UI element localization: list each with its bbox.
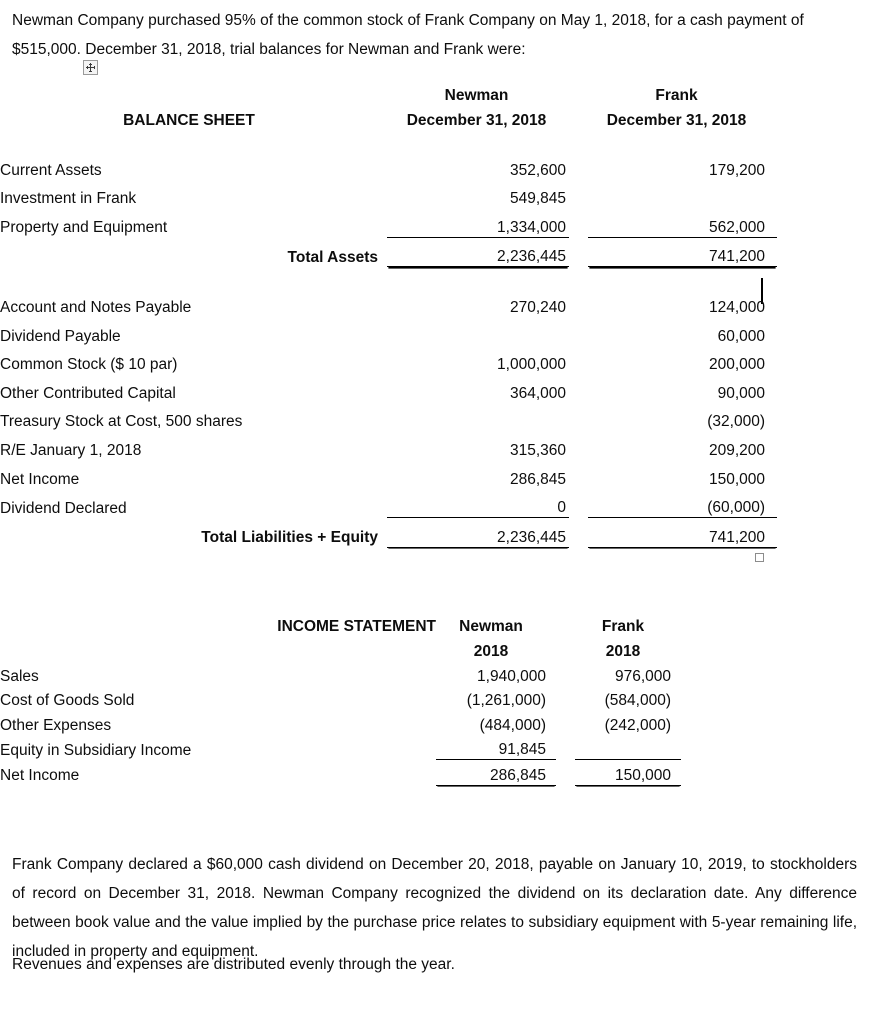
- row-label: Dividend Declared: [0, 499, 127, 517]
- row-value-frank: 976,000: [614, 667, 671, 685]
- spacer-cell: [569, 130, 588, 151]
- total-liabilities-equity-label: Total Liabilities + Equity: [201, 529, 378, 547]
- row-value-frank: 60,000: [717, 327, 765, 345]
- spacer-cell: [569, 518, 588, 548]
- net-income-row: [0, 760, 681, 786]
- table-row: [0, 460, 777, 489]
- closing-paragraph: Frank Company declared a $60,000 cash dividend on December 20, 2018, payable on January 10, 2019, to stockholders of record on December 31, 2018. Newman Company recognized the dividend on its declaration date. Any difference between book value and the value implied by the purchase price relates to subsidiary equipment with 5-year remaining life, included in property and equipment.: [12, 856, 857, 960]
- row-value-newman: 1,000,000: [497, 356, 566, 374]
- spacer-cell: [378, 431, 387, 460]
- row-label: Net Income: [0, 470, 80, 488]
- row-value-newman: (484,000): [479, 716, 546, 734]
- spacer-cell: [378, 346, 387, 375]
- spacer-cell: [0, 636, 436, 662]
- row-label: Investment in Frank: [0, 190, 137, 208]
- table-row: [0, 710, 681, 735]
- row-value-newman: 270,240: [509, 298, 566, 316]
- row-label: Treasury Stock at Cost, 500 shares: [0, 413, 243, 431]
- table-row: [0, 374, 777, 403]
- row-label: Common Stock ($ 10 par): [0, 356, 178, 374]
- balance-sheet-col-frank-company: Frank: [655, 87, 698, 104]
- net-income-newman: 286,845: [436, 760, 556, 786]
- spacer-cell: [378, 80, 387, 105]
- spacer-cell: [569, 489, 588, 518]
- spacer-cell: [569, 288, 588, 317]
- total-liabilities-equity-newman: 2,236,445: [387, 518, 569, 548]
- row-value-frank: (584,000): [604, 692, 671, 709]
- total-assets-row: [0, 237, 777, 267]
- spacer-cell: [569, 208, 588, 237]
- row-value-newman: 315,360: [509, 441, 566, 459]
- table-row: [0, 317, 777, 346]
- row-label: Other Contributed Capital: [0, 384, 176, 402]
- row-value-frank: (32,000): [707, 413, 765, 431]
- spacer-cell: [378, 237, 387, 267]
- spacer-cell: [556, 735, 575, 760]
- spacer-cell: [556, 686, 575, 711]
- spacer-cell: [569, 403, 588, 432]
- row-value-newman: 549,845: [509, 190, 566, 208]
- income-statement-title: INCOME STATEMENT: [277, 617, 436, 635]
- row-value-frank: [575, 735, 681, 760]
- spacer-cell: [588, 130, 777, 151]
- balance-sheet-col-newman-company: Newman: [444, 87, 509, 104]
- table-row: [0, 180, 777, 209]
- spacer-cell: [378, 151, 387, 180]
- row-value-frank: 200,000: [708, 356, 765, 374]
- row-value-newman: 0: [387, 489, 569, 518]
- row-value-frank: 124,000: [708, 298, 765, 316]
- spacer-cell: [0, 267, 378, 289]
- spacer-row: [0, 130, 777, 151]
- spacer-cell: [569, 151, 588, 180]
- spacer-cell: [569, 80, 588, 105]
- total-assets-label: Total Assets: [287, 248, 378, 266]
- spacer-cell: [556, 661, 575, 686]
- row-value-frank: 90,000: [717, 384, 765, 402]
- row-label: Property and Equipment: [0, 219, 168, 237]
- row-value-newman: 1,334,000: [387, 208, 569, 237]
- table-row: [0, 288, 777, 317]
- table-row: [0, 431, 777, 460]
- table-row: [0, 208, 777, 237]
- spacer-cell: [378, 518, 387, 548]
- income-statement-header-row-2: [0, 636, 681, 662]
- row-value-newman: 364,000: [509, 384, 566, 402]
- balance-sheet-col-frank-date: December 31, 2018: [606, 112, 747, 129]
- row-value-newman: [387, 403, 569, 432]
- spacer-cell: [569, 180, 588, 209]
- spacer-cell: [569, 460, 588, 489]
- table-row: [0, 403, 777, 432]
- spacer-cell: [378, 460, 387, 489]
- total-liabilities-equity-row: [0, 518, 777, 548]
- table-row: [0, 151, 777, 180]
- spacer-row: [0, 267, 777, 289]
- total-assets-newman: 2,236,445: [387, 237, 569, 267]
- balance-sheet-title: BALANCE SHEET: [123, 112, 255, 129]
- row-label: Other Expenses: [0, 716, 112, 734]
- intro-paragraph: Newman Company purchased 95% of the common stock of Frank Company on May 1, 2018, for a cash payment of $515,000. December 31, 2018, trial balances for Newman and Frank were:: [12, 12, 804, 58]
- table-row: [0, 346, 777, 375]
- row-value-newman: (1,261,000): [466, 692, 546, 709]
- spacer-cell: [387, 267, 569, 289]
- spacer-cell: [378, 105, 387, 130]
- spacer-cell: [569, 237, 588, 267]
- spacer-cell: [569, 267, 588, 289]
- spacer-cell: [569, 431, 588, 460]
- spacer-cell: [378, 374, 387, 403]
- row-value-frank: 179,200: [708, 161, 765, 179]
- spacer-cell: [569, 374, 588, 403]
- spacer-cell: [556, 636, 575, 662]
- spacer-cell: [378, 317, 387, 346]
- row-value-frank: (60,000): [588, 489, 777, 518]
- spacer-cell: [569, 317, 588, 346]
- row-value-frank: [588, 180, 777, 209]
- spacer-cell: [378, 180, 387, 209]
- row-value-newman: [387, 317, 569, 346]
- closing-note: Revenues and expenses are distributed evenly through the year.: [12, 956, 455, 973]
- row-value-newman: 1,940,000: [477, 667, 546, 685]
- row-value-frank: (242,000): [604, 716, 671, 734]
- row-value-newman: 91,845: [436, 735, 556, 760]
- row-label: R/E January 1, 2018: [0, 441, 142, 459]
- spacer-cell: [378, 208, 387, 237]
- income-statement-table: [0, 610, 681, 786]
- income-statement-col-newman-company: Newman: [459, 617, 523, 635]
- balance-sheet-table: [0, 80, 777, 548]
- net-income-frank: 150,000: [575, 760, 681, 786]
- spacer-cell: [569, 346, 588, 375]
- total-liabilities-equity-frank: 741,200: [588, 518, 777, 548]
- row-label: Current Assets: [0, 161, 102, 179]
- spacer-cell: [378, 489, 387, 518]
- spacer-cell: [0, 130, 378, 151]
- spacer-cell: [588, 267, 777, 289]
- spacer-cell: [378, 288, 387, 317]
- row-label: Cost of Goods Sold: [0, 692, 135, 709]
- row-label: Account and Notes Payable: [0, 298, 192, 316]
- balance-sheet-header-row-1: [0, 80, 777, 105]
- spacer-cell: [556, 610, 575, 636]
- spacer-cell: [569, 105, 588, 130]
- row-label: Equity in Subsidiary Income: [0, 741, 192, 759]
- table-resize-handle-icon[interactable]: [755, 553, 764, 562]
- table-row: [0, 686, 681, 711]
- row-value-newman: 352,600: [509, 161, 566, 179]
- table-row: [0, 489, 777, 518]
- income-statement-col-frank-company: Frank: [601, 617, 645, 635]
- balance-sheet-title-cell: [0, 80, 378, 105]
- spacer-cell: [556, 710, 575, 735]
- income-statement-header-row-1: [0, 610, 681, 636]
- row-value-frank: 562,000: [588, 208, 777, 237]
- table-row: [0, 735, 681, 760]
- table-row: [0, 661, 681, 686]
- spacer-cell: [378, 130, 387, 151]
- balance-sheet-col-newman-date: December 31, 2018: [406, 112, 547, 129]
- table-move-handle-icon[interactable]: [83, 60, 98, 75]
- row-value-frank: 150,000: [708, 470, 765, 488]
- row-label: Sales: [0, 667, 39, 685]
- row-label: Dividend Payable: [0, 327, 121, 345]
- total-assets-frank: 741,200: [588, 237, 777, 267]
- spacer-cell: [378, 267, 387, 289]
- income-statement-col-frank-year: 2018: [605, 643, 641, 660]
- row-value-frank: 209,200: [708, 441, 765, 459]
- net-income-label: Net Income: [0, 767, 80, 784]
- row-value-newman: 286,845: [509, 470, 566, 488]
- spacer-cell: [378, 403, 387, 432]
- income-statement-col-newman-year: 2018: [473, 643, 509, 660]
- spacer-cell: [556, 760, 575, 786]
- spacer-cell: [387, 130, 569, 151]
- balance-sheet-header-row-2: [0, 105, 777, 130]
